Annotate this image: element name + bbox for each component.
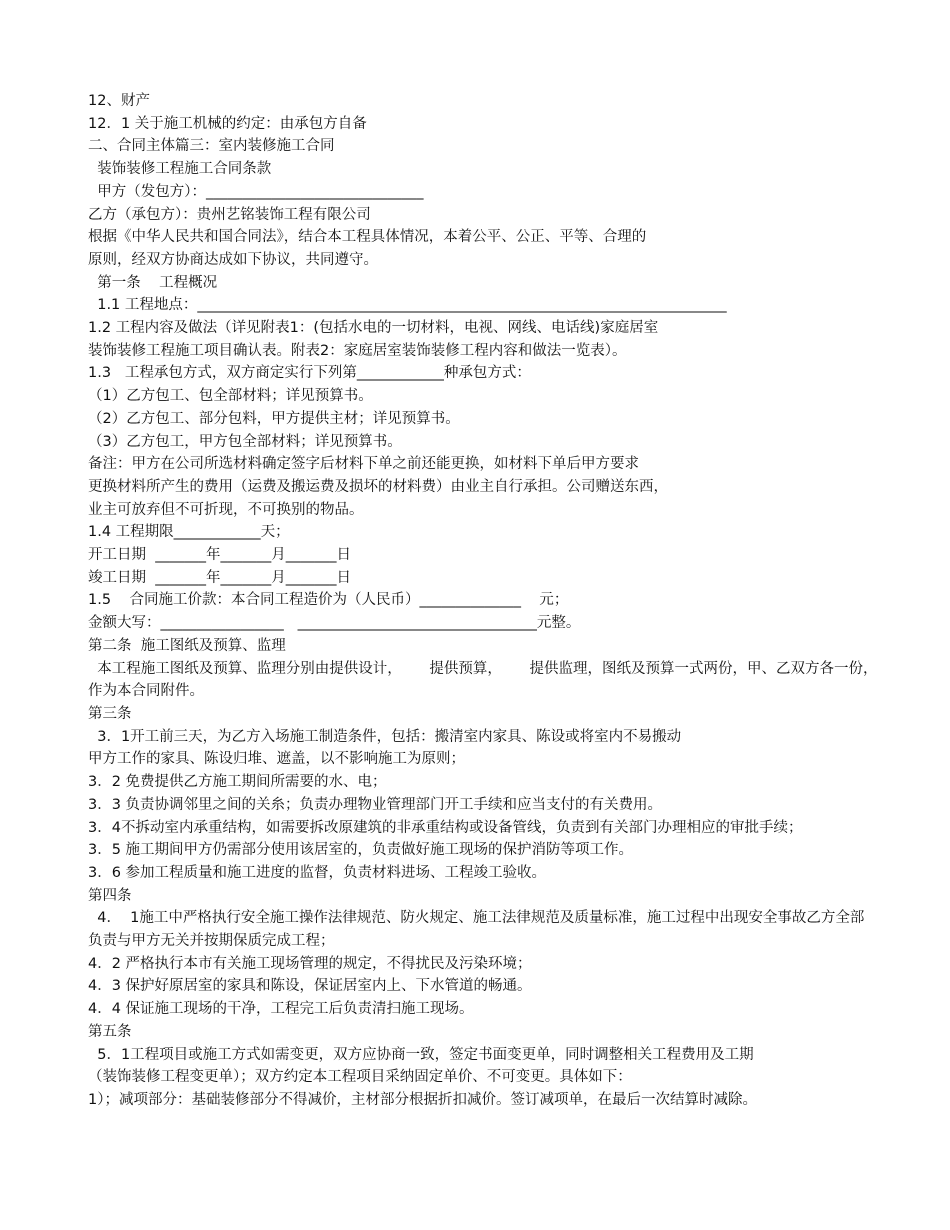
doc-line: 3．3 负责协调邻里之间的关糸；负责办理物业管理部门开工手续和应当支付的有关费用。 (88, 796, 663, 813)
doc-line: 备注：甲方在公司所选材料确定签字后材料下单之前还能更换，如材料下单后甲方要求 (88, 456, 639, 473)
article-heading: 第三条 (88, 705, 132, 722)
section-heading: 二、合同主体篇三：室内装修施工合同 (88, 138, 335, 155)
doc-line: （1）乙方包工、包全部材料；详见预算书。 (88, 388, 373, 405)
doc-line: 1.3 工程承包方式，双方商定实行下列第____________种承包方式： (88, 365, 531, 382)
doc-line: 1.4 工程期限____________天； (88, 524, 290, 541)
article-heading: 第五条 (88, 1023, 132, 1040)
doc-line: 1）；减项部分：基础装修部分不得减价，主材部分根据折扣减价。签订减项单，在最后一次结算时减除。 (88, 1091, 757, 1108)
doc-paragraph: 4． 1施工中严格执行安全施工操作法律规范、防火规定、施工法律规范及质量标准，施工过程中出现安全事故乙方全部负责与甲方无关并按期保质完成工程； (88, 910, 865, 950)
doc-line: 3．5 施工期间甲方仍需部分使用该居室的，负责做好施工现场的保护消防等项工作。 (88, 842, 634, 859)
doc-line: （3）乙方包工，甲方包全部材料；详见预算书。 (88, 433, 402, 450)
doc-line: 开工日期 _______年_______月_______日 (88, 547, 351, 564)
doc-line: 1.5 合同施工价款：本合同工程造价为（人民币）______________ 元； (88, 592, 569, 609)
doc-line: （2）乙方包工、部分包料，甲方提供主材；详见预算书。 (88, 410, 460, 427)
doc-line: 竣工日期 _______年_______月_______日 (88, 569, 351, 586)
contract-title: 装饰装修工程施工合同条款 (88, 161, 272, 178)
article-heading: 第二条 施工图纸及预算、监理 (88, 637, 286, 654)
article-heading: 第四条 (88, 887, 132, 904)
doc-line: 根据《中华人民共和国合同法》，结合本工程具体情况，本着公平、公正、平等、合理的 (88, 229, 647, 246)
doc-line: 12、财产 (88, 93, 150, 109)
article-heading: 第一条 工程概况 (88, 274, 218, 291)
doc-line: 12．1 关于施工机械的约定：由承包方自备 (88, 115, 367, 132)
doc-line: 3．2 免费提供乙方施工期间所需要的水、电； (88, 774, 387, 791)
doc-line: 1.1 工程地点：_________________________________________________________________________ (88, 297, 727, 314)
party-a-line: 甲方（发包方）：______________________________ (88, 183, 424, 200)
doc-line: （装饰装修工程变更单）；双方约定本工程项目采纳固定单价、不可变更。具体如下： (88, 1069, 632, 1086)
doc-line: 3．1开工前三天，为乙方入场施工制造条件，包括：搬清室内家具、陈设或将室内不易搬动 (88, 728, 682, 745)
doc-line: 4．2 严格执行本市有关施工现场管理的规定，不得扰民及污染环境； (88, 955, 532, 972)
doc-line: 甲方工作的家具、陈设归堆、遮盖，以不影响施工为原则； (88, 751, 465, 768)
doc-line: 3．6 参加工程质量和施工进度的监督，负责材料进场、工程竣工验收。 (88, 864, 547, 881)
doc-line: 更换材料所产生的费用（运费及搬运费及损坏的材料费）由业主自行承担。公司赠送东西， (88, 478, 668, 495)
doc-line: 业主可放弃但不可折现，不可换别的物品。 (88, 501, 364, 518)
party-b-line: 乙方（承包方）：贵州艺铭装饰工程有限公司 (88, 206, 371, 223)
doc-line: 5．1工程项目或施工方式如需变更，双方应协商一致，签定书面变更单，同时调整相关工程费用及工期 (88, 1046, 754, 1063)
doc-line: 1.2 工程内容及做法（详见附表1：(包括水电的一切材料，电视、网线、电话线)家庭居室 (88, 320, 659, 337)
doc-line: 原则，经双方协商达成如下协议，共同遵守。 (88, 251, 378, 268)
doc-line: 4．3 保护好原居室的家具和陈设，保证居室内上、下水管道的畅通。 (88, 978, 532, 995)
doc-paragraph: 3．4不拆动室内承重结构，如需要拆改原建筑的非承重结构或设备管线，负责到有关部门办理相应的审批手续； (88, 819, 803, 836)
doc-line: 金额大写：_________________ _________________________________元整。 (88, 615, 581, 632)
doc-paragraph: 本工程施工图纸及预算、监理分别由提供设计， 提供预算， 提供监理，图纸及预算一式两份，甲、乙双方各一份，作为本合同附件。 (88, 660, 878, 700)
doc-line: 4．4 保证施工现场的干净，工程完工后负责清扫施工现场。 (88, 1001, 474, 1018)
contract-document (88, 90, 878, 1112)
doc-line: 装饰装修工程施工项目确认表。附表2：家庭居室装饰装修工程内容和做法一览表）。 (88, 342, 627, 359)
